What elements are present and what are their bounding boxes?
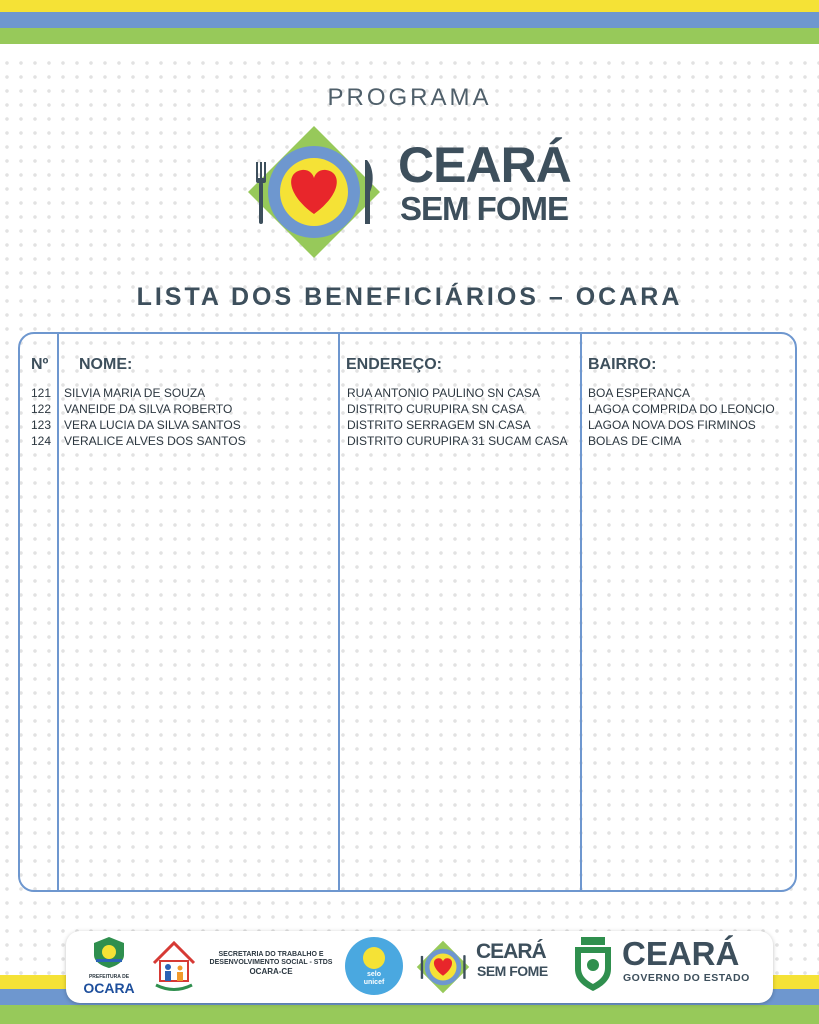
prefeitura-label: PREFEITURA DE [88,974,130,980]
header-endereco: ENDEREÇO: [346,356,443,373]
prefeitura-ocara-logo [78,935,140,999]
stds-line3: OCARA-CE [249,967,293,976]
cell-nome: VERA LUCIA DA SILVA SANTOS [64,418,241,432]
governo-title: CEARÁ [622,935,740,972]
stds-text [202,951,340,977]
bottom-stripe-green [0,1005,819,1024]
list-title: LISTA DOS BENEFICIÁRIOS – OCARA [136,283,683,311]
cell-bairro: LAGOA COMPRIDA DO LEONCIO [588,402,775,416]
governo-subtitle: GOVERNO DO ESTADO [623,972,750,984]
brand-subtitle: SEM FOME [400,190,569,227]
beneficiaries-table [18,332,797,892]
ceara-sem-fome-small-emblem [416,940,470,994]
footer-brand-line1: CEARÁ [476,940,546,963]
cell-num: 122 [30,402,51,416]
cell-num: 123 [30,418,51,432]
ceara-sem-fome-emblem [246,124,382,260]
table-row [20,433,795,449]
selo-line1: selo [366,971,381,978]
table-row [20,417,795,433]
top-stripe-yellow [0,0,819,12]
top-stripe-gap [0,44,819,54]
top-stripe-green [0,28,819,44]
family-house-icon [150,937,198,993]
cell-nome: SILVIA MARIA DE SOUZA [64,386,206,400]
partner-logos-bar [66,931,773,1003]
header-num: Nº [31,356,49,373]
cell-endereco: RUA ANTONIO PAULINO SN CASA [347,386,540,400]
table-row [20,401,795,417]
selo-sun-icon [363,947,385,969]
selo-line2: unicef [363,979,385,986]
selo-unicef-badge [345,937,403,995]
table-row [20,385,795,401]
cell-endereco: DISTRITO SERRAGEM SN CASA [347,418,531,432]
cell-bairro: LAGOA NOVA DOS FIRMINOS [588,418,756,432]
footer-brand-line2: SEM FOME [477,963,548,979]
stds-line1: SECRETARIA DO TRABALHO E [218,951,324,958]
cell-num: 121 [30,386,51,400]
top-stripe-blue [0,12,819,28]
cell-bairro: BOLAS DE CIMA [588,434,682,448]
brand-title: CEARÁ [398,137,571,193]
cell-num: 124 [30,434,51,448]
cell-bairro: BOA ESPERANCA [588,386,691,400]
table-body [20,385,795,449]
cell-nome: VANEIDE DA SILVA ROBERTO [64,402,233,416]
header-bairro: BAIRRO: [588,356,657,373]
cell-nome: VERALICE ALVES DOS SANTOS [64,434,246,448]
stds-line2: DESENVOLVIMENTO SOCIAL - STDS [209,959,333,966]
ceara-state-coat-of-arms-icon [571,935,615,993]
prefeitura-name: OCARA [83,980,135,996]
ocara-crest-icon [78,935,140,969]
cell-endereco: DISTRITO CURUPIRA SN CASA [347,402,525,416]
cell-endereco: DISTRITO CURUPIRA 31 SUCAM CASA [347,434,568,448]
header-nome: NOME: [79,356,133,373]
programa-label: PROGRAMA [327,84,492,111]
